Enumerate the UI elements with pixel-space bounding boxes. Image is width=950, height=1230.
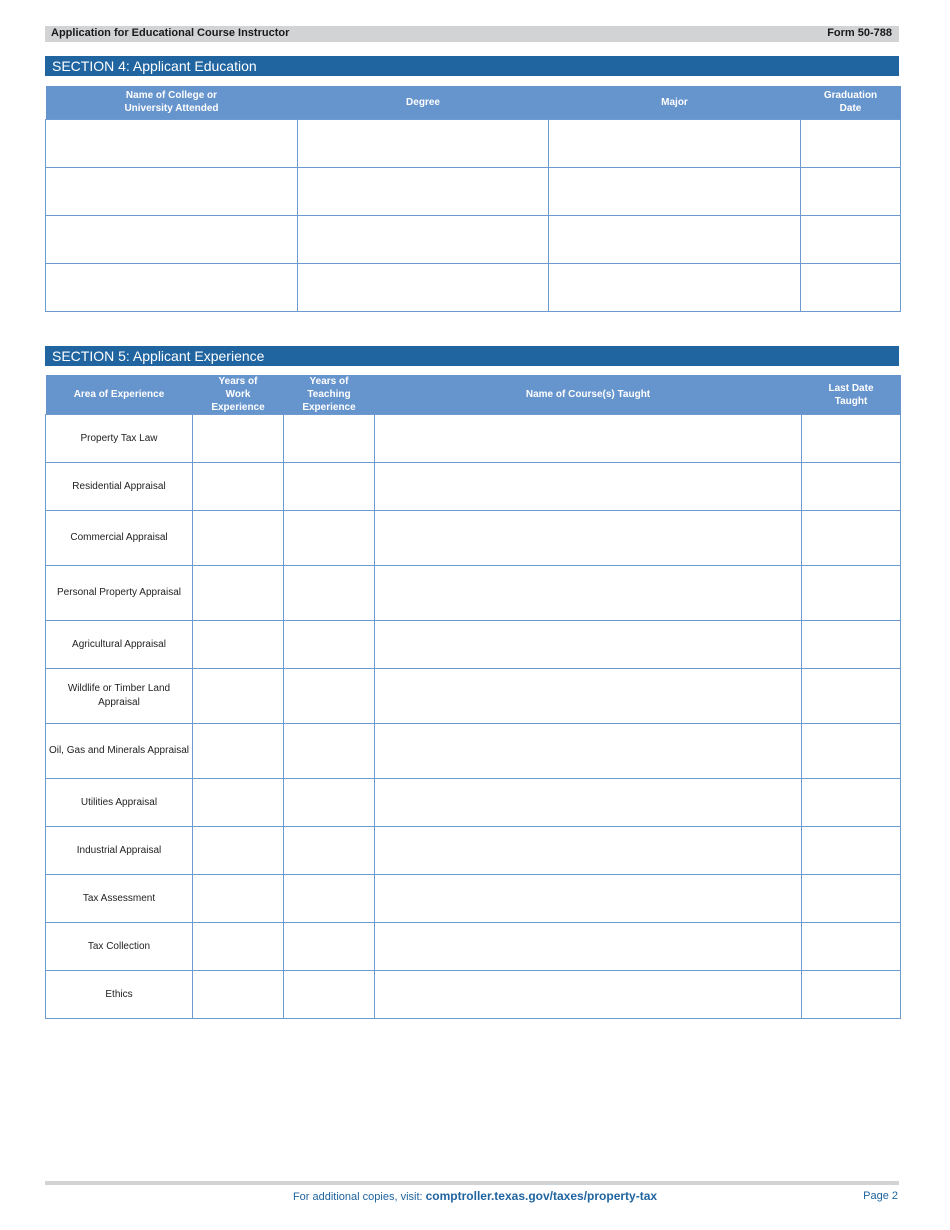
col-major-header: Major [549, 86, 801, 119]
col-degree-header: Degree [298, 86, 549, 119]
courses-cell[interactable] [375, 463, 802, 511]
graduation-date-cell[interactable] [801, 119, 901, 167]
work-years-cell[interactable] [193, 415, 284, 463]
area-label: Personal Property Appraisal [46, 566, 193, 621]
last-date-cell[interactable] [802, 875, 901, 923]
teaching-years-cell[interactable] [284, 621, 375, 669]
teaching-years-cell[interactable] [284, 971, 375, 1019]
degree-cell[interactable] [298, 167, 549, 215]
area-label: Utilities Appraisal [46, 779, 193, 827]
teaching-years-cell[interactable] [284, 669, 375, 724]
experience-row [46, 923, 901, 971]
section5-title: SECTION 5: Applicant Experience [45, 346, 899, 366]
area-label: Ethics [46, 971, 193, 1019]
last-date-cell[interactable] [802, 511, 901, 566]
teaching-years-cell[interactable] [284, 566, 375, 621]
last-date-cell[interactable] [802, 724, 901, 779]
teaching-years-cell[interactable] [284, 511, 375, 566]
experience-row [46, 724, 901, 779]
area-label: Tax Assessment [46, 875, 193, 923]
teaching-years-cell[interactable] [284, 779, 375, 827]
college-cell[interactable] [46, 119, 298, 167]
last-date-cell[interactable] [802, 923, 901, 971]
form-number: Form 50-788 [827, 27, 892, 39]
experience-row [46, 566, 901, 621]
courses-cell[interactable] [375, 923, 802, 971]
footer-rule [45, 1181, 899, 1185]
education-row [46, 119, 901, 167]
teaching-years-cell[interactable] [284, 415, 375, 463]
experience-row [46, 971, 901, 1019]
teaching-years-cell[interactable] [284, 724, 375, 779]
form-header-bar [45, 26, 899, 42]
area-label: Tax Collection [46, 923, 193, 971]
courses-cell[interactable] [375, 621, 802, 669]
college-cell[interactable] [46, 263, 298, 311]
experience-row [46, 875, 901, 923]
work-years-cell[interactable] [193, 827, 284, 875]
work-years-cell[interactable] [193, 463, 284, 511]
education-header-row [46, 86, 901, 119]
work-years-cell[interactable] [193, 971, 284, 1019]
work-years-cell[interactable] [193, 511, 284, 566]
graduation-date-cell[interactable] [801, 167, 901, 215]
courses-cell[interactable] [375, 724, 802, 779]
education-row [46, 215, 901, 263]
work-years-cell[interactable] [193, 566, 284, 621]
col-work-years-header: Years of Work Experience [193, 375, 284, 415]
courses-cell[interactable] [375, 827, 802, 875]
experience-header-row [46, 375, 901, 415]
experience-row [46, 463, 901, 511]
courses-cell[interactable] [375, 971, 802, 1019]
education-row [46, 167, 901, 215]
experience-row [46, 827, 901, 875]
major-cell[interactable] [549, 263, 801, 311]
area-label: Wildlife or Timber Land Appraisal [46, 669, 193, 724]
footer-prefix: For additional copies, visit: [292, 1191, 426, 1203]
area-label: Property Tax Law [46, 415, 193, 463]
major-cell[interactable] [549, 167, 801, 215]
last-date-cell[interactable] [802, 566, 901, 621]
footer-url-link[interactable]: comptroller.texas.gov/taxes/property-tax [425, 1189, 658, 1203]
col-teaching-years-header: Years of Teaching Experience [284, 375, 375, 415]
courses-cell[interactable] [375, 669, 802, 724]
section4-title: SECTION 4: Applicant Education [45, 56, 899, 76]
graduation-date-cell[interactable] [801, 215, 901, 263]
work-years-cell[interactable] [193, 669, 284, 724]
education-row [46, 263, 901, 311]
experience-row [46, 621, 901, 669]
graduation-date-cell[interactable] [801, 263, 901, 311]
work-years-cell[interactable] [193, 875, 284, 923]
experience-row [46, 669, 901, 724]
work-years-cell[interactable] [193, 621, 284, 669]
college-cell[interactable] [46, 215, 298, 263]
courses-cell[interactable] [375, 875, 802, 923]
last-date-cell[interactable] [802, 669, 901, 724]
col-area-header: Area of Experience [46, 375, 193, 415]
last-date-cell[interactable] [802, 971, 901, 1019]
teaching-years-cell[interactable] [284, 875, 375, 923]
teaching-years-cell[interactable] [284, 463, 375, 511]
work-years-cell[interactable] [193, 724, 284, 779]
col-college-header: Name of College or University Attended [46, 86, 298, 119]
education-table [45, 86, 901, 312]
col-courses-header: Name of Course(s) Taught [375, 375, 802, 415]
area-label: Oil, Gas and Minerals Appraisal [46, 724, 193, 779]
area-label: Commercial Appraisal [46, 511, 193, 566]
degree-cell[interactable] [298, 215, 549, 263]
last-date-cell[interactable] [802, 415, 901, 463]
experience-row [46, 779, 901, 827]
teaching-years-cell[interactable] [284, 923, 375, 971]
courses-cell[interactable] [375, 779, 802, 827]
experience-table [45, 375, 901, 1019]
area-label: Agricultural Appraisal [46, 621, 193, 669]
major-cell[interactable] [549, 119, 801, 167]
last-date-cell[interactable] [802, 779, 901, 827]
form-title: Application for Educational Course Instructor [51, 27, 290, 39]
area-label: Industrial Appraisal [46, 827, 193, 875]
degree-cell[interactable] [298, 263, 549, 311]
work-years-cell[interactable] [193, 923, 284, 971]
courses-cell[interactable] [375, 415, 802, 463]
last-date-cell[interactable] [802, 621, 901, 669]
degree-cell[interactable] [298, 119, 549, 167]
col-graduation-header: Graduation Date [801, 86, 901, 119]
major-cell[interactable] [549, 215, 801, 263]
experience-row [46, 415, 901, 463]
college-cell[interactable] [46, 167, 298, 215]
teaching-years-cell[interactable] [284, 827, 375, 875]
courses-cell[interactable] [375, 511, 802, 566]
last-date-cell[interactable] [802, 827, 901, 875]
page-number: Page 2 [863, 1190, 898, 1202]
work-years-cell[interactable] [193, 779, 284, 827]
last-date-cell[interactable] [802, 463, 901, 511]
experience-row [46, 511, 901, 566]
courses-cell[interactable] [375, 566, 802, 621]
col-last-date-header: Last Date Taught [802, 375, 901, 415]
area-label: Residential Appraisal [46, 463, 193, 511]
footer-copies-note [0, 1189, 950, 1203]
